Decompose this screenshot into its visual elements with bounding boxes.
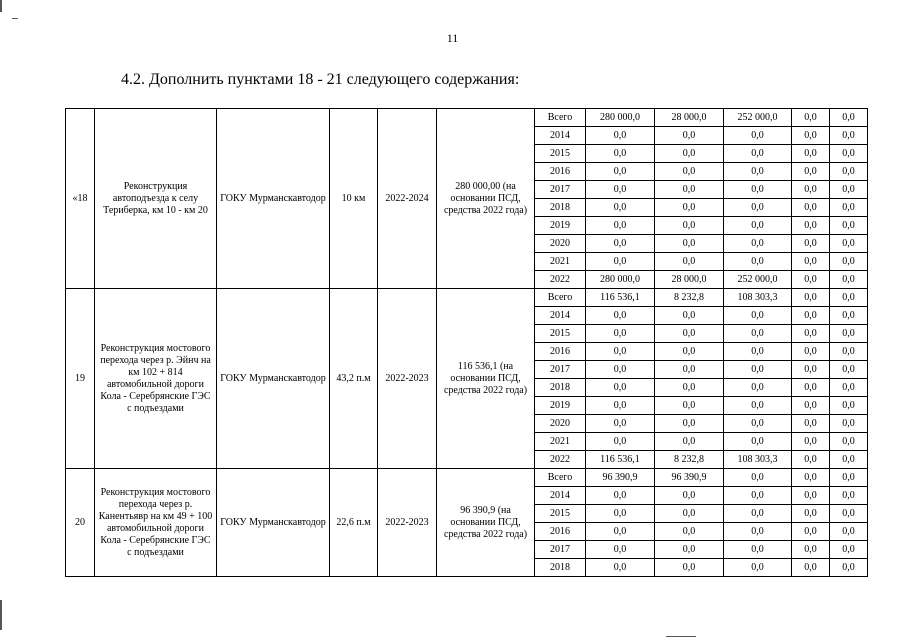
amount-cell: 0,0 (792, 163, 830, 181)
amount-cell: 0,0 (792, 289, 830, 307)
amount-cell: 0,0 (724, 325, 792, 343)
amount-cell: 0,0 (830, 271, 868, 289)
amount-cell: 0,0 (655, 163, 724, 181)
amount-cell: 0,0 (586, 541, 655, 559)
amount-cell: 0,0 (830, 379, 868, 397)
amount-cell: 0,0 (792, 127, 830, 145)
year-cell: 2017 (535, 361, 586, 379)
amount-cell: 0,0 (655, 199, 724, 217)
amount-cell: 96 390,9 (655, 469, 724, 487)
project-capacity: 22,6 п.м (330, 469, 378, 577)
amount-cell: 280 000,0 (586, 271, 655, 289)
amount-cell: 0,0 (792, 217, 830, 235)
amount-cell: 0,0 (830, 127, 868, 145)
amount-cell: 0,0 (830, 523, 868, 541)
amount-cell: 0,0 (792, 235, 830, 253)
year-cell: 2018 (535, 379, 586, 397)
amount-cell: 116 536,1 (586, 289, 655, 307)
project-executor: ГОКУ Мурманскавтодор (217, 109, 330, 289)
amount-cell: 0,0 (586, 415, 655, 433)
project-period: 2022-2023 (378, 289, 437, 469)
section-heading: 4.2. Дополнить пунктами 18 - 21 следующего содержания: (121, 71, 520, 88)
amount-cell: 0,0 (655, 145, 724, 163)
project-name: Реконструкция автоподъезда к селу Териберка, км 10 - км 20 (95, 109, 217, 289)
amount-cell: 0,0 (792, 541, 830, 559)
amount-cell: 0,0 (792, 145, 830, 163)
scan-artifact (0, 600, 2, 630)
amount-cell: 28 000,0 (655, 109, 724, 127)
amount-cell: 0,0 (586, 181, 655, 199)
year-cell: 2022 (535, 271, 586, 289)
table-row (66, 469, 868, 487)
amount-cell: 0,0 (586, 199, 655, 217)
amount-cell: 0,0 (830, 253, 868, 271)
amount-cell: 0,0 (792, 379, 830, 397)
amount-cell: 0,0 (655, 379, 724, 397)
amount-cell: 0,0 (586, 217, 655, 235)
page-number: 11 (446, 31, 459, 45)
amount-cell: 96 390,9 (586, 469, 655, 487)
amount-cell: 0,0 (830, 199, 868, 217)
year-cell: 2019 (535, 217, 586, 235)
amount-cell: 0,0 (830, 505, 868, 523)
amount-cell: 0,0 (792, 433, 830, 451)
amount-cell: 0,0 (724, 307, 792, 325)
amount-cell: 0,0 (724, 217, 792, 235)
amount-cell: 0,0 (586, 379, 655, 397)
amount-cell: 0,0 (830, 307, 868, 325)
amount-cell: 0,0 (586, 433, 655, 451)
year-cell: 2017 (535, 541, 586, 559)
amount-cell: 0,0 (830, 235, 868, 253)
amount-cell: 0,0 (655, 361, 724, 379)
amount-cell: 0,0 (792, 181, 830, 199)
amount-cell: 0,0 (830, 415, 868, 433)
project-cost: 116 536,1 (на основании ПСД, средства 2022 года) (437, 289, 535, 469)
year-cell: 2021 (535, 253, 586, 271)
amount-cell: 252 000,0 (724, 109, 792, 127)
amount-cell: 0,0 (724, 505, 792, 523)
project-executor: ГОКУ Мурманскавтодор (217, 289, 330, 469)
amount-cell: 0,0 (655, 397, 724, 415)
scan-artifact (666, 636, 696, 637)
year-cell: 2018 (535, 559, 586, 577)
amount-cell: 0,0 (724, 127, 792, 145)
amount-cell: 0,0 (586, 523, 655, 541)
amount-cell: 0,0 (830, 361, 868, 379)
table-row (66, 109, 868, 127)
amount-cell: 0,0 (830, 181, 868, 199)
scan-artifact (12, 18, 18, 19)
amount-cell: 0,0 (724, 361, 792, 379)
amount-cell: 0,0 (830, 487, 868, 505)
amount-cell: 0,0 (586, 559, 655, 577)
amount-cell: 0,0 (792, 505, 830, 523)
year-cell: 2015 (535, 325, 586, 343)
amount-cell: 0,0 (724, 433, 792, 451)
amount-cell: 0,0 (724, 523, 792, 541)
amount-cell: 0,0 (655, 325, 724, 343)
year-cell: 2014 (535, 127, 586, 145)
amount-cell: 0,0 (586, 343, 655, 361)
amount-cell: 0,0 (724, 235, 792, 253)
amount-cell: 0,0 (655, 127, 724, 145)
amount-cell: 0,0 (792, 199, 830, 217)
amount-cell: 0,0 (586, 307, 655, 325)
year-cell: 2016 (535, 343, 586, 361)
amount-cell: 0,0 (830, 325, 868, 343)
amount-cell: 0,0 (586, 127, 655, 145)
amount-cell: 0,0 (586, 145, 655, 163)
amount-cell: 0,0 (724, 469, 792, 487)
table-row (66, 289, 868, 307)
amount-cell: 116 536,1 (586, 451, 655, 469)
amount-cell: 0,0 (724, 199, 792, 217)
amount-cell: 0,0 (792, 451, 830, 469)
amount-cell: 0,0 (655, 487, 724, 505)
year-cell: 2014 (535, 307, 586, 325)
amount-cell: 0,0 (830, 343, 868, 361)
project-number: 20 (66, 469, 95, 577)
project-number: 19 (66, 289, 95, 469)
amount-cell: 0,0 (724, 379, 792, 397)
amount-cell: 0,0 (586, 163, 655, 181)
amount-cell: 8 232,8 (655, 289, 724, 307)
amount-cell: 0,0 (830, 217, 868, 235)
amount-cell: 0,0 (792, 559, 830, 577)
project-name: Реконструкция мостового перехода через р. Канентьявр на км 49 + 100 автомобильной дороги Кола - Серебрянские ГЭС с подъездами (95, 469, 217, 577)
project-cost: 280 000,00 (на основании ПСД, средства 2022 года) (437, 109, 535, 289)
amount-cell: 0,0 (792, 523, 830, 541)
amount-cell: 0,0 (724, 559, 792, 577)
amount-cell: 0,0 (655, 523, 724, 541)
amount-cell: 0,0 (792, 397, 830, 415)
year-cell: 2019 (535, 397, 586, 415)
amount-cell: 0,0 (655, 415, 724, 433)
year-cell: Всего (535, 109, 586, 127)
amount-cell: 0,0 (830, 451, 868, 469)
amount-cell: 0,0 (792, 361, 830, 379)
year-cell: 2022 (535, 451, 586, 469)
amount-cell: 0,0 (724, 415, 792, 433)
amount-cell: 0,0 (830, 145, 868, 163)
project-number: «18 (66, 109, 95, 289)
amount-cell: 0,0 (830, 163, 868, 181)
amount-cell: 0,0 (792, 469, 830, 487)
amount-cell: 0,0 (586, 235, 655, 253)
amount-cell: 0,0 (792, 109, 830, 127)
amount-cell: 0,0 (830, 433, 868, 451)
amount-cell: 0,0 (586, 361, 655, 379)
amount-cell: 0,0 (655, 235, 724, 253)
amount-cell: 0,0 (724, 343, 792, 361)
amount-cell: 0,0 (655, 505, 724, 523)
amount-cell: 0,0 (830, 109, 868, 127)
amount-cell: 0,0 (792, 325, 830, 343)
amount-cell: 0,0 (792, 415, 830, 433)
amount-cell: 0,0 (655, 541, 724, 559)
amount-cell: 0,0 (586, 253, 655, 271)
year-cell: 2017 (535, 181, 586, 199)
project-period: 2022-2024 (378, 109, 437, 289)
project-executor: ГОКУ Мурманскавтодор (217, 469, 330, 577)
amount-cell: 0,0 (655, 343, 724, 361)
project-name: Реконструкция мостового перехода через р. Эйнч на км 102 + 814 автомобильной дороги Кола - Серебрянские ГЭС с подъездами (95, 289, 217, 469)
projects-table (65, 108, 868, 577)
project-capacity: 43,2 п.м (330, 289, 378, 469)
project-capacity: 10 км (330, 109, 378, 289)
amount-cell: 0,0 (655, 559, 724, 577)
amount-cell: 0,0 (724, 541, 792, 559)
amount-cell: 0,0 (724, 397, 792, 415)
year-cell: Всего (535, 469, 586, 487)
amount-cell: 8 232,8 (655, 451, 724, 469)
amount-cell: 0,0 (655, 433, 724, 451)
amount-cell: 0,0 (830, 289, 868, 307)
year-cell: 2016 (535, 523, 586, 541)
year-cell: 2018 (535, 199, 586, 217)
year-cell: 2015 (535, 505, 586, 523)
amount-cell: 0,0 (724, 145, 792, 163)
amount-cell: 0,0 (724, 163, 792, 181)
amount-cell: 0,0 (830, 397, 868, 415)
amount-cell: 0,0 (792, 343, 830, 361)
amount-cell: 0,0 (655, 217, 724, 235)
amount-cell: 0,0 (655, 181, 724, 199)
amount-cell: 0,0 (792, 487, 830, 505)
amount-cell: 0,0 (792, 271, 830, 289)
amount-cell: 0,0 (830, 559, 868, 577)
amount-cell: 0,0 (724, 487, 792, 505)
project-cost: 96 390,9 (на основании ПСД, средства 2022 года) (437, 469, 535, 577)
amount-cell: 252 000,0 (724, 271, 792, 289)
amount-cell: 0,0 (792, 307, 830, 325)
amount-cell: 0,0 (724, 253, 792, 271)
amount-cell: 108 303,3 (724, 451, 792, 469)
year-cell: 2020 (535, 235, 586, 253)
amount-cell: 0,0 (655, 253, 724, 271)
amount-cell: 0,0 (586, 505, 655, 523)
year-cell: 2014 (535, 487, 586, 505)
amount-cell: 108 303,3 (724, 289, 792, 307)
year-cell: 2020 (535, 415, 586, 433)
amount-cell: 0,0 (586, 325, 655, 343)
amount-cell: 0,0 (792, 253, 830, 271)
year-cell: 2021 (535, 433, 586, 451)
year-cell: 2015 (535, 145, 586, 163)
year-cell: Всего (535, 289, 586, 307)
amount-cell: 0,0 (830, 541, 868, 559)
amount-cell: 28 000,0 (655, 271, 724, 289)
scan-artifact (0, 0, 2, 12)
amount-cell: 0,0 (586, 487, 655, 505)
project-period: 2022-2023 (378, 469, 437, 577)
amount-cell: 0,0 (655, 307, 724, 325)
amount-cell: 0,0 (586, 397, 655, 415)
amount-cell: 0,0 (724, 181, 792, 199)
year-cell: 2016 (535, 163, 586, 181)
amount-cell: 0,0 (830, 469, 868, 487)
amount-cell: 280 000,0 (586, 109, 655, 127)
